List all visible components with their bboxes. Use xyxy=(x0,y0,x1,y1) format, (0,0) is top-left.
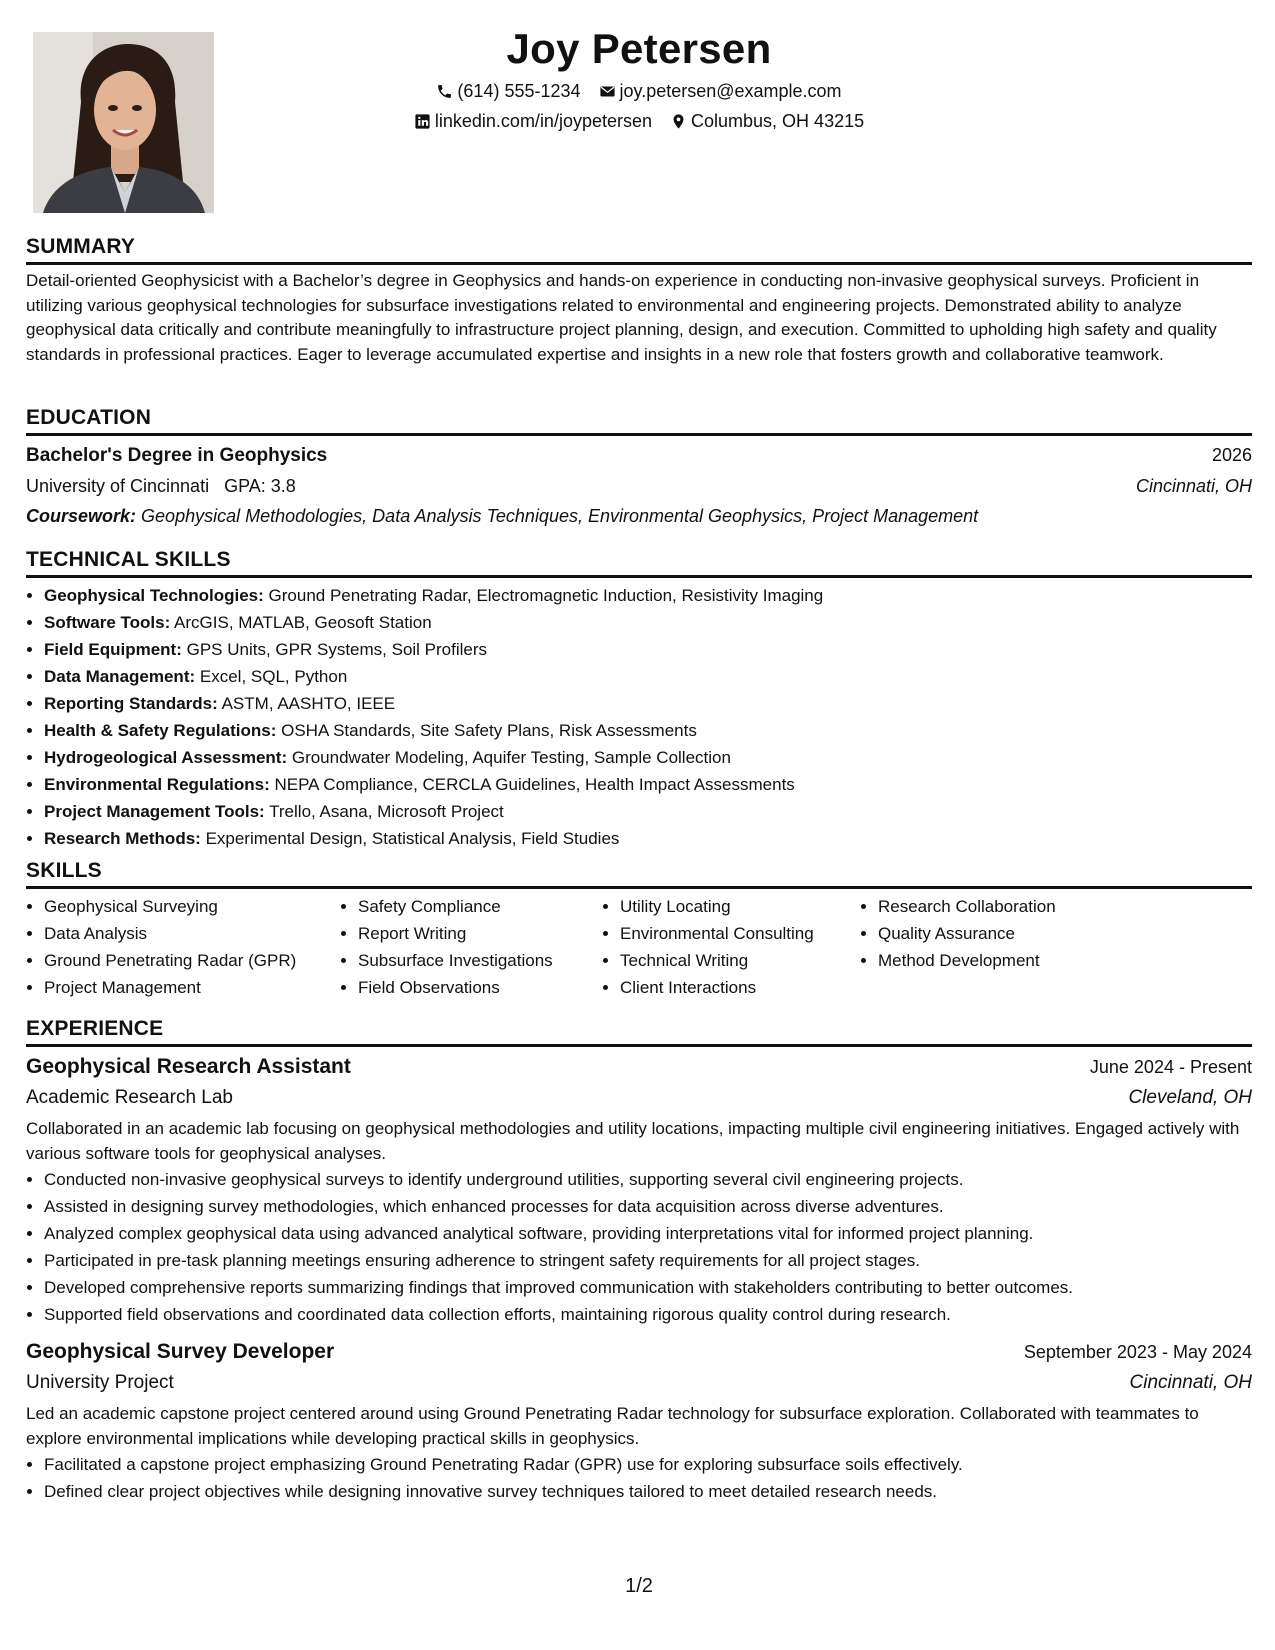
list-item xyxy=(44,582,1252,609)
list-item: • Quality Assurance xyxy=(878,920,1138,947)
list-item: • Ground Penetrating Radar (GPR) xyxy=(44,947,340,974)
summary-text: Detail-oriented Geophysicist with a Bachelor’s degree in Geophysics and hands-on experience in conducting non-invasive geophysical surveys. Proficient in utilizing various geophysical technologies for subsurface investigations related to environmental and engineering projects. Demonstrated ability to analyze geophysical data critically and contribute meaningfully to infrastructure project planning, design, and execution. Committed to upholding high safety and quality standards in professional practices. Eager to leverage accumulated expertise and insights in a new role that fosters growth and collaborative teamwork. xyxy=(26,271,1217,364)
list-item xyxy=(44,690,1252,717)
gpa: GPA: 3.8 xyxy=(224,476,296,496)
section-title-experience: EXPERIENCE xyxy=(26,1016,1252,1047)
phone-icon xyxy=(436,83,453,100)
section-title-skills: SKILLS xyxy=(26,858,1252,889)
linkedin-icon xyxy=(414,113,431,130)
job-dates: June 2024 - Present xyxy=(1089,1057,1252,1077)
list-item: • Facilitated a capstone project emphasizing Ground Penetrating Radar (GPR) use for exploring subsurface soils effectively. xyxy=(44,1451,1252,1478)
list-item xyxy=(44,744,1252,771)
job-bullets xyxy=(26,1166,1252,1328)
skill-category: Environmental Regulations: xyxy=(44,775,270,794)
list-item: • Geophysical Surveying xyxy=(44,893,340,920)
skill-values: Excel, SQL, Python xyxy=(199,667,348,686)
list-item xyxy=(44,636,1252,663)
list-item: • Research Collaboration xyxy=(878,893,1138,920)
list-item xyxy=(44,825,1252,852)
list-item: • Environmental Consulting xyxy=(620,920,860,947)
skill-category: Hydrogeological Assessment: xyxy=(44,748,288,767)
mail-icon xyxy=(599,83,616,100)
education-section xyxy=(26,405,1252,531)
email-text: joy.petersen@example.com xyxy=(619,81,842,101)
experience-section xyxy=(26,1016,1252,1505)
job-description: Led an academic capstone project centered around using Ground Penetrating Radar technology for subsurface exploration. Collaborated with teammates to explore environmental implications while developing practical skills in geophysics. xyxy=(26,1404,1199,1448)
candidate-name: Joy Petersen xyxy=(506,25,772,72)
school-name: University of Cincinnati xyxy=(26,476,210,496)
skill-values: ASTM, AASHTO, IEEE xyxy=(221,694,396,713)
section-title-summary: SUMMARY xyxy=(26,234,1252,265)
resume-header xyxy=(26,22,1252,136)
skill-category: Project Management Tools: xyxy=(44,802,265,821)
degree-name: Bachelor's Degree in Geophysics xyxy=(26,445,328,466)
skill-category: Software Tools: xyxy=(44,613,171,632)
job-entry xyxy=(26,1336,1252,1505)
skill-values: GPS Units, GPR Systems, Soil Profilers xyxy=(186,640,488,659)
list-item: • Project Management xyxy=(44,974,340,1001)
phone-contact[interactable] xyxy=(436,76,580,106)
skill-values: Trello, Asana, Microsoft Project xyxy=(269,802,504,821)
list-item: • Technical Writing xyxy=(620,947,860,974)
skill-category: Geophysical Technologies: xyxy=(44,586,264,605)
email-contact[interactable] xyxy=(599,76,842,106)
job-title: Geophysical Research Assistant xyxy=(26,1055,351,1078)
skill-category: Field Equipment: xyxy=(44,640,182,659)
skill-category: Research Methods: xyxy=(44,829,201,848)
graduation-year: 2026 xyxy=(1211,445,1252,465)
list-item: • Data Analysis xyxy=(44,920,340,947)
skills-section xyxy=(26,858,1252,1001)
skills-column-2 xyxy=(340,893,602,1001)
list-item: • Client Interactions xyxy=(620,974,860,1001)
list-item: • Conducted non-invasive geophysical surveys to identify underground utilities, supporting several civil engineering projects. xyxy=(44,1166,1252,1193)
job-organization: Academic Research Lab xyxy=(26,1087,233,1108)
list-item: • Defined clear project objectives while designing innovative survey techniques tailored to meet detailed research needs. xyxy=(44,1478,1252,1505)
list-item: • Developed comprehensive reports summarizing findings that improved communication with stakeholders contributing to better outcomes. xyxy=(44,1274,1252,1301)
contact-line-1 xyxy=(26,76,1252,106)
contact-line-2 xyxy=(26,106,1252,136)
list-item: • Subsurface Investigations xyxy=(358,947,602,974)
skill-values: NEPA Compliance, CERCLA Guidelines, Health Impact Assessments xyxy=(274,775,795,794)
job-description: Collaborated in an academic lab focusing on geophysical methodologies and utility locations, impacting multiple civil engineering initiatives. Engaged actively with various software tools for geophysical analyses. xyxy=(26,1119,1240,1163)
job-location: Cleveland, OH xyxy=(1128,1087,1252,1108)
linkedin-text: linkedin.com/in/joypetersen xyxy=(434,111,653,131)
skills-column-4 xyxy=(860,893,1138,1001)
skill-category: Health & Safety Regulations: xyxy=(44,721,277,740)
list-item: • Participated in pre-task planning meetings ensuring adherence to stringent safety requirements for all project stages. xyxy=(44,1247,1252,1274)
skill-values: Experimental Design, Statistical Analysis, Field Studies xyxy=(205,829,620,848)
skill-category: Data Management: xyxy=(44,667,196,686)
job-dates: September 2023 - May 2024 xyxy=(1023,1342,1252,1362)
list-item: • Utility Locating xyxy=(620,893,860,920)
skills-column-1 xyxy=(26,893,340,1001)
section-title-technical-skills: TECHNICAL SKILLS xyxy=(26,547,1252,578)
list-item xyxy=(44,798,1252,825)
job-entry xyxy=(26,1051,1252,1328)
list-item: • Assisted in designing survey methodologies, which enhanced processes for data acquisition across diverse adventures. xyxy=(44,1193,1252,1220)
list-item xyxy=(44,771,1252,798)
skills-column-3 xyxy=(602,893,860,1001)
map-pin-icon xyxy=(670,113,687,130)
list-item: • Field Observations xyxy=(358,974,602,1001)
list-item: • Supported field observations and coordinated data collection efforts, maintaining rigorous quality control during research. xyxy=(44,1301,1252,1328)
location-contact xyxy=(670,106,864,136)
skill-values: Groundwater Modeling, Aquifer Testing, Sample Collection xyxy=(291,748,731,767)
list-item: • Method Development xyxy=(878,947,1138,974)
job-organization: University Project xyxy=(26,1372,174,1393)
coursework-text: Geophysical Methodologies, Data Analysis Techniques, Environmental Geophysics, Project Management xyxy=(141,506,979,526)
coursework-label: Coursework: xyxy=(26,506,137,526)
skills-grid xyxy=(26,893,1252,1001)
job-bullets xyxy=(26,1451,1252,1505)
list-item xyxy=(44,609,1252,636)
list-item: • Safety Compliance xyxy=(358,893,602,920)
skill-values: OSHA Standards, Site Safety Plans, Risk Assessments xyxy=(281,721,697,740)
list-item xyxy=(44,663,1252,690)
coursework-line xyxy=(26,501,1252,531)
list-item: • Analyzed complex geophysical data using advanced analytical software, providing interpretations vital for informed project planning. xyxy=(44,1220,1252,1247)
skill-category: Reporting Standards: xyxy=(44,694,218,713)
skill-values: ArcGIS, MATLAB, Geosoft Station xyxy=(174,613,432,632)
school-info xyxy=(26,471,296,501)
section-title-education: EDUCATION xyxy=(26,405,1252,436)
linkedin-contact[interactable] xyxy=(414,106,652,136)
technical-skills-section xyxy=(26,547,1252,852)
location-text: Columbus, OH 43215 xyxy=(691,111,865,131)
skill-values: Ground Penetrating Radar, Electromagnetic Induction, Resistivity Imaging xyxy=(268,586,824,605)
job-title: Geophysical Survey Developer xyxy=(26,1340,335,1363)
page-number: 1/2 xyxy=(625,1575,653,1597)
job-location: Cincinnati, OH xyxy=(1129,1372,1252,1393)
resume-page xyxy=(26,0,1252,1650)
list-item: • Report Writing xyxy=(358,920,602,947)
list-item xyxy=(44,717,1252,744)
phone-text: (614) 555-1234 xyxy=(457,81,581,101)
summary-section xyxy=(26,234,1252,367)
technical-skills-list xyxy=(26,582,1252,852)
school-location: Cincinnati, OH xyxy=(1135,476,1252,496)
